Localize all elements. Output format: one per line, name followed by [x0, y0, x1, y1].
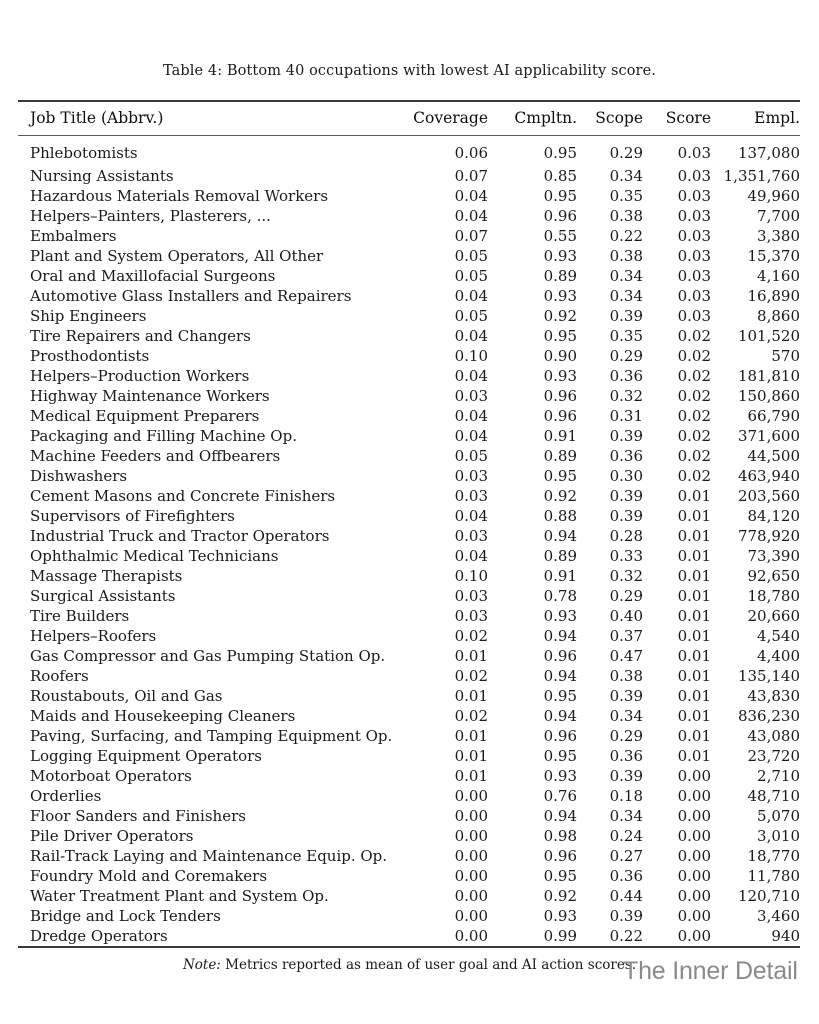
cell-job-title: Machine Feeders and Offbearers: [30, 447, 281, 465]
cell-scope: 0.39: [609, 767, 643, 785]
cell-coverage: 0.05: [454, 267, 488, 285]
cell-score: 0.01: [677, 567, 711, 585]
table-row: [18, 726, 800, 746]
table-row: [18, 206, 800, 226]
cell-score: 0.01: [677, 507, 711, 525]
cell-empl: 3,380: [757, 227, 800, 245]
cell-empl: 836,230: [737, 707, 800, 725]
cell-scope: 0.33: [609, 547, 643, 565]
cell-job-title: Tire Repairers and Changers: [30, 327, 251, 345]
cell-scope: 0.36: [609, 747, 643, 765]
cell-score: 0.01: [677, 687, 711, 705]
cell-job-title: Phlebotomists: [30, 144, 138, 162]
cell-empl: 20,660: [747, 607, 800, 625]
cell-scope: 0.22: [609, 227, 643, 245]
cell-score: 0.02: [677, 367, 711, 385]
cell-cmpltn: 0.96: [543, 727, 577, 745]
cell-coverage: 0.05: [454, 247, 488, 265]
cell-score: 0.01: [677, 627, 711, 645]
cell-score: 0.02: [677, 447, 711, 465]
cell-job-title: Plant and System Operators, All Other: [30, 247, 324, 265]
table-row: [18, 526, 800, 546]
cell-coverage: 0.04: [454, 547, 488, 565]
table-row: [18, 286, 800, 306]
cell-coverage: 0.07: [454, 227, 488, 245]
table-row: [18, 766, 800, 786]
cell-coverage: 0.04: [454, 407, 488, 425]
table-row: [18, 706, 800, 726]
cell-job-title: Automotive Glass Installers and Repairers: [30, 287, 352, 305]
cell-scope: 0.39: [609, 687, 643, 705]
cell-empl: 43,080: [747, 727, 800, 745]
cell-score: 0.02: [677, 327, 711, 345]
cell-coverage: 0.00: [454, 847, 488, 865]
cell-score: 0.03: [677, 167, 711, 185]
cell-scope: 0.28: [609, 527, 643, 545]
cell-empl: 135,140: [737, 667, 800, 685]
cell-job-title: Cement Masons and Concrete Finishers: [30, 487, 336, 505]
cell-score: 0.03: [677, 227, 711, 245]
cell-score: 0.03: [677, 267, 711, 285]
cell-cmpltn: 0.94: [543, 627, 577, 645]
cell-scope: 0.29: [609, 347, 643, 365]
table-row: [18, 446, 800, 466]
cell-scope: 0.34: [609, 167, 643, 185]
cell-empl: 3,460: [757, 907, 800, 925]
cell-cmpltn: 0.95: [543, 867, 577, 885]
cell-empl: 4,160: [757, 267, 800, 285]
cell-score: 0.00: [677, 867, 711, 885]
table-row: [18, 346, 800, 366]
cell-job-title: Oral and Maxillofacial Surgeons: [30, 267, 276, 285]
cell-coverage: 0.04: [454, 427, 488, 445]
cell-empl: 4,400: [757, 647, 800, 665]
cell-empl: 44,500: [747, 447, 800, 465]
table-row: [18, 626, 800, 646]
cell-coverage: 0.02: [454, 627, 488, 645]
cell-job-title: Paving, Surfacing, and Tamping Equipment Op.: [30, 727, 393, 745]
table-row: [18, 306, 800, 326]
cell-cmpltn: 0.91: [543, 427, 577, 445]
cell-job-title: Dredge Operators: [30, 927, 168, 945]
table-row: [18, 646, 800, 666]
cell-empl: 463,940: [737, 467, 800, 485]
cell-coverage: 0.03: [454, 527, 488, 545]
cell-empl: 181,810: [737, 367, 800, 385]
table-row: [18, 406, 800, 426]
cell-job-title: Rail-Track Laying and Maintenance Equip. Op.: [30, 847, 388, 865]
cell-empl: 15,370: [747, 247, 800, 265]
cell-empl: 203,560: [737, 487, 800, 505]
cell-scope: 0.34: [609, 267, 643, 285]
cell-score: 0.01: [677, 647, 711, 665]
cell-cmpltn: 0.85: [543, 167, 577, 185]
cell-empl: 137,080: [737, 144, 800, 162]
cell-cmpltn: 0.89: [543, 267, 577, 285]
cell-coverage: 0.01: [454, 747, 488, 765]
cell-job-title: Water Treatment Plant and System Op.: [30, 887, 329, 905]
cell-coverage: 0.03: [454, 587, 488, 605]
cell-scope: 0.34: [609, 807, 643, 825]
cell-empl: 150,860: [737, 387, 800, 405]
cell-empl: 92,650: [747, 567, 800, 585]
table-row: [18, 366, 800, 386]
table-row: [18, 926, 800, 946]
table-row: [18, 846, 800, 866]
cell-coverage: 0.02: [454, 707, 488, 725]
cell-empl: 48,710: [747, 787, 800, 805]
cell-job-title: Orderlies: [30, 787, 102, 805]
cell-coverage: 0.06: [454, 144, 488, 162]
cell-scope: 0.24: [609, 827, 643, 845]
table-row: [18, 866, 800, 886]
cell-scope: 0.38: [609, 667, 643, 685]
cell-job-title: Medical Equipment Preparers: [30, 407, 260, 425]
cell-job-title: Highway Maintenance Workers: [30, 387, 270, 405]
cell-empl: 23,720: [747, 747, 800, 765]
cell-score: 0.02: [677, 387, 711, 405]
table-caption: Table 4: Bottom 40 occupations with lowest AI applicability score.: [163, 63, 656, 79]
table-row: [18, 666, 800, 686]
cell-coverage: 0.05: [454, 307, 488, 325]
column-header-scope: Scope: [595, 109, 643, 127]
watermark: The Inner Detail: [623, 957, 798, 985]
cell-score: 0.01: [677, 607, 711, 625]
cell-cmpltn: 0.91: [543, 567, 577, 585]
cell-empl: 4,540: [757, 627, 800, 645]
column-header-score: Score: [665, 109, 711, 127]
cell-scope: 0.38: [609, 247, 643, 265]
cell-coverage: 0.03: [454, 487, 488, 505]
cell-score: 0.03: [677, 307, 711, 325]
cell-scope: 0.39: [609, 307, 643, 325]
header-row: [18, 102, 800, 136]
cell-coverage: 0.01: [454, 727, 488, 745]
cell-coverage: 0.10: [454, 347, 488, 365]
cell-cmpltn: 0.95: [543, 467, 577, 485]
cell-coverage: 0.04: [454, 287, 488, 305]
table-body: [18, 136, 800, 946]
cell-empl: 940: [771, 927, 800, 945]
cell-coverage: 0.04: [454, 187, 488, 205]
cell-cmpltn: 0.95: [543, 687, 577, 705]
cell-cmpltn: 0.93: [543, 287, 577, 305]
cell-scope: 0.35: [609, 187, 643, 205]
cell-score: 0.01: [677, 707, 711, 725]
cell-empl: 7,700: [757, 207, 800, 225]
cell-coverage: 0.01: [454, 687, 488, 705]
cell-score: 0.03: [677, 144, 711, 162]
cell-scope: 0.18: [609, 787, 643, 805]
cell-job-title: Industrial Truck and Tractor Operators: [30, 527, 330, 545]
cell-job-title: Ophthalmic Medical Technicians: [30, 547, 279, 565]
cell-cmpltn: 0.95: [543, 747, 577, 765]
cell-cmpltn: 0.94: [543, 667, 577, 685]
cell-job-title: Helpers–Roofers: [30, 627, 157, 645]
cell-empl: 18,780: [747, 587, 800, 605]
column-header-empl: Empl.: [754, 109, 800, 127]
cell-cmpltn: 0.92: [543, 487, 577, 505]
cell-job-title: Embalmers: [30, 227, 117, 245]
table-row: [18, 326, 800, 346]
cell-cmpltn: 0.92: [543, 887, 577, 905]
cell-coverage: 0.00: [454, 787, 488, 805]
cell-coverage: 0.07: [454, 167, 488, 185]
cell-cmpltn: 0.89: [543, 547, 577, 565]
cell-job-title: Dishwashers: [30, 467, 128, 485]
cell-coverage: 0.00: [454, 827, 488, 845]
cell-job-title: Prosthodontists: [30, 347, 150, 365]
cell-score: 0.02: [677, 347, 711, 365]
cell-scope: 0.36: [609, 447, 643, 465]
cell-scope: 0.36: [609, 867, 643, 885]
cell-cmpltn: 0.90: [543, 347, 577, 365]
cell-job-title: Ship Engineers: [30, 307, 147, 325]
cell-job-title: Helpers–Painters, Plasterers, ...: [30, 207, 271, 225]
cell-cmpltn: 0.76: [543, 787, 577, 805]
cell-score: 0.03: [677, 187, 711, 205]
cell-cmpltn: 0.94: [543, 707, 577, 725]
cell-empl: 2,710: [757, 767, 800, 785]
table-row: [18, 806, 800, 826]
cell-coverage: 0.00: [454, 927, 488, 945]
table-row: [18, 136, 800, 166]
cell-empl: 371,600: [737, 427, 800, 445]
cell-score: 0.02: [677, 427, 711, 445]
cell-job-title: Roofers: [30, 667, 89, 685]
cell-coverage: 0.05: [454, 447, 488, 465]
column-header-coverage: Coverage: [413, 109, 488, 127]
cell-scope: 0.34: [609, 707, 643, 725]
cell-scope: 0.29: [609, 144, 643, 162]
cell-empl: 101,520: [737, 327, 800, 345]
cell-score: 0.01: [677, 527, 711, 545]
table-row: [18, 246, 800, 266]
cell-scope: 0.37: [609, 627, 643, 645]
cell-score: 0.01: [677, 587, 711, 605]
cell-scope: 0.40: [609, 607, 643, 625]
cell-empl: 120,710: [737, 887, 800, 905]
cell-score: 0.01: [677, 547, 711, 565]
cell-empl: 18,770: [747, 847, 800, 865]
cell-cmpltn: 0.94: [543, 527, 577, 545]
cell-job-title: Logging Equipment Operators: [30, 747, 263, 765]
cell-scope: 0.30: [609, 467, 643, 485]
cell-cmpltn: 0.93: [543, 767, 577, 785]
cell-cmpltn: 0.89: [543, 447, 577, 465]
table-row: [18, 746, 800, 766]
table-header: [18, 102, 800, 136]
table-container: [18, 100, 800, 948]
cell-cmpltn: 0.95: [543, 187, 577, 205]
cell-scope: 0.34: [609, 287, 643, 305]
cell-score: 0.02: [677, 467, 711, 485]
cell-coverage: 0.04: [454, 507, 488, 525]
cell-scope: 0.47: [609, 647, 643, 665]
cell-coverage: 0.00: [454, 887, 488, 905]
cell-scope: 0.22: [609, 927, 643, 945]
cell-coverage: 0.02: [454, 667, 488, 685]
cell-scope: 0.39: [609, 487, 643, 505]
table-row: [18, 566, 800, 586]
cell-cmpltn: 0.55: [543, 227, 577, 245]
cell-score: 0.03: [677, 287, 711, 305]
cell-empl: 43,830: [747, 687, 800, 705]
table-row: [18, 546, 800, 566]
note-text: Metrics reported as mean of user goal and AI action scores.: [225, 957, 637, 973]
cell-scope: 0.39: [609, 907, 643, 925]
cell-scope: 0.44: [609, 887, 643, 905]
cell-score: 0.00: [677, 887, 711, 905]
table-row: [18, 386, 800, 406]
cell-job-title: Supervisors of Firefighters: [30, 507, 235, 525]
cell-cmpltn: 0.92: [543, 307, 577, 325]
cell-job-title: Roustabouts, Oil and Gas: [30, 687, 223, 705]
cell-score: 0.03: [677, 207, 711, 225]
cell-coverage: 0.03: [454, 607, 488, 625]
cell-job-title: Pile Driver Operators: [30, 827, 194, 845]
cell-score: 0.01: [677, 727, 711, 745]
table-row: [18, 826, 800, 846]
cell-score: 0.00: [677, 827, 711, 845]
cell-job-title: Foundry Mold and Coremakers: [30, 867, 268, 885]
cell-job-title: Surgical Assistants: [30, 587, 176, 605]
table-row: [18, 186, 800, 206]
cell-cmpltn: 0.96: [543, 407, 577, 425]
cell-cmpltn: 0.78: [543, 587, 577, 605]
cell-coverage: 0.10: [454, 567, 488, 585]
cell-score: 0.02: [677, 407, 711, 425]
cell-job-title: Massage Therapists: [30, 567, 183, 585]
table-row: [18, 226, 800, 246]
cell-scope: 0.39: [609, 427, 643, 445]
table-row: [18, 786, 800, 806]
cell-cmpltn: 0.99: [543, 927, 577, 945]
cell-score: 0.00: [677, 927, 711, 945]
cell-coverage: 0.00: [454, 907, 488, 925]
cell-empl: 73,390: [747, 547, 800, 565]
table-row: [18, 686, 800, 706]
cell-empl: 570: [771, 347, 800, 365]
cell-scope: 0.29: [609, 727, 643, 745]
cell-score: 0.00: [677, 787, 711, 805]
table-row: [18, 266, 800, 286]
cell-job-title: Helpers–Production Workers: [30, 367, 250, 385]
table-row: [18, 906, 800, 926]
cell-job-title: Tire Builders: [30, 607, 130, 625]
column-header-job-title: Job Title (Abbrv.): [30, 109, 164, 127]
cell-score: 0.01: [677, 747, 711, 765]
table-row: [18, 486, 800, 506]
cell-coverage: 0.04: [454, 207, 488, 225]
cell-cmpltn: 0.93: [543, 607, 577, 625]
cell-empl: 3,010: [757, 827, 800, 845]
cell-empl: 84,120: [747, 507, 800, 525]
cell-job-title: Maids and Housekeeping Cleaners: [30, 707, 296, 725]
cell-coverage: 0.03: [454, 467, 488, 485]
cell-scope: 0.27: [609, 847, 643, 865]
cell-job-title: Bridge and Lock Tenders: [30, 907, 221, 925]
table-row: [18, 606, 800, 626]
cell-scope: 0.38: [609, 207, 643, 225]
cell-cmpltn: 0.88: [543, 507, 577, 525]
cell-coverage: 0.00: [454, 867, 488, 885]
cell-empl: 1,351,760: [723, 167, 800, 185]
cell-coverage: 0.01: [454, 767, 488, 785]
cell-coverage: 0.03: [454, 387, 488, 405]
cell-score: 0.00: [677, 767, 711, 785]
cell-job-title: Hazardous Materials Removal Workers: [30, 187, 329, 205]
cell-empl: 5,070: [757, 807, 800, 825]
cell-score: 0.01: [677, 487, 711, 505]
cell-coverage: 0.04: [454, 327, 488, 345]
cell-cmpltn: 0.96: [543, 207, 577, 225]
occupations-table: [18, 102, 800, 946]
cell-scope: 0.35: [609, 327, 643, 345]
table-row: [18, 426, 800, 446]
cell-score: 0.01: [677, 667, 711, 685]
cell-cmpltn: 0.95: [543, 144, 577, 162]
cell-scope: 0.29: [609, 587, 643, 605]
table-row: [18, 886, 800, 906]
cell-job-title: Nursing Assistants: [30, 167, 174, 185]
cell-cmpltn: 0.93: [543, 907, 577, 925]
cell-empl: 66,790: [747, 407, 800, 425]
cell-scope: 0.32: [609, 567, 643, 585]
cell-cmpltn: 0.94: [543, 807, 577, 825]
cell-cmpltn: 0.93: [543, 247, 577, 265]
cell-cmpltn: 0.95: [543, 327, 577, 345]
cell-cmpltn: 0.96: [543, 387, 577, 405]
cell-scope: 0.36: [609, 367, 643, 385]
cell-empl: 16,890: [747, 287, 800, 305]
table-bottom-rule: [18, 946, 800, 948]
cell-coverage: 0.00: [454, 807, 488, 825]
cell-job-title: Packaging and Filling Machine Op.: [30, 427, 297, 445]
cell-job-title: Gas Compressor and Gas Pumping Station Op.: [30, 647, 386, 665]
cell-score: 0.00: [677, 807, 711, 825]
cell-empl: 8,860: [757, 307, 800, 325]
cell-scope: 0.31: [609, 407, 643, 425]
cell-score: 0.00: [677, 907, 711, 925]
note-label: Note:: [182, 957, 221, 973]
cell-cmpltn: 0.98: [543, 827, 577, 845]
table-row: [18, 586, 800, 606]
cell-empl: 11,780: [747, 867, 800, 885]
column-header-cmpltn: Cmpltn.: [514, 109, 577, 127]
cell-score: 0.03: [677, 247, 711, 265]
cell-coverage: 0.01: [454, 647, 488, 665]
cell-cmpltn: 0.96: [543, 847, 577, 865]
cell-cmpltn: 0.93: [543, 367, 577, 385]
cell-scope: 0.39: [609, 507, 643, 525]
cell-job-title: Floor Sanders and Finishers: [30, 807, 246, 825]
cell-scope: 0.32: [609, 387, 643, 405]
cell-empl: 49,960: [747, 187, 800, 205]
cell-empl: 778,920: [737, 527, 800, 545]
table-row: [18, 506, 800, 526]
cell-score: 0.00: [677, 847, 711, 865]
table-row: [18, 466, 800, 486]
cell-job-title: Motorboat Operators: [30, 767, 192, 785]
cell-coverage: 0.04: [454, 367, 488, 385]
table-row: [18, 166, 800, 186]
cell-cmpltn: 0.96: [543, 647, 577, 665]
